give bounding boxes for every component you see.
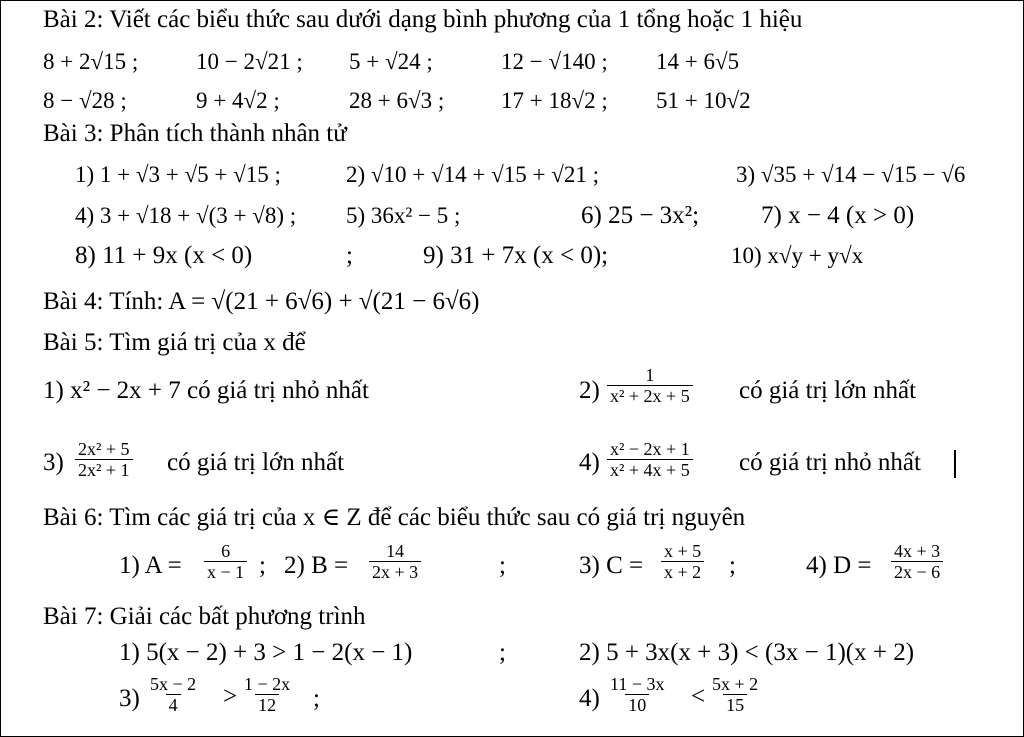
bai7-problem-3-right-fraction	[241, 674, 293, 715]
bai6-c-label: 3) C =	[579, 552, 644, 579]
bai2-expr-10: 51 + 10√2	[656, 88, 751, 113]
bai7-problem-4-right-fraction	[709, 674, 761, 715]
bai7-problem-2: 2) 5 + 3x(x + 3) < (3x − 1)(x + 2)	[579, 639, 915, 666]
bai7-problem-3-label: 3)	[119, 685, 140, 712]
bai6-a-fraction	[204, 541, 247, 582]
bai5-problem-2-label: 2)	[579, 377, 600, 404]
bai7-problem-3-left-fraction	[147, 674, 199, 715]
bai2-expr-7: 9 + 4√2 ;	[196, 88, 280, 113]
numerator: 5x − 2	[150, 674, 197, 694]
numerator: x² − 2x + 1	[610, 439, 690, 459]
bai7-problem-4-operator: <	[691, 683, 706, 710]
denominator: 2x − 6	[891, 561, 943, 582]
numerator: 1 − 2x	[244, 674, 291, 694]
bai3-item-9: 9) 31 + 7x (x < 0);	[423, 242, 609, 269]
bai6-b-separator: ;	[499, 552, 506, 579]
denominator: 2x + 3	[369, 561, 421, 582]
bai6-c-separator: ;	[729, 552, 736, 579]
numerator: 6	[221, 541, 231, 561]
numerator: x + 5	[664, 541, 702, 561]
bai3-item-3: 3) √35 + √14 − √15 − √6	[736, 162, 966, 187]
numerator: 2x² + 5	[78, 439, 130, 459]
bai3-separator: ;	[346, 242, 353, 269]
bai5-problem-2-tail: có giá trị lớn nhất	[739, 377, 917, 404]
denominator: 2x² + 1	[75, 459, 133, 480]
bai2-expr-1: 8 + 2√15 ;	[43, 49, 139, 74]
bai2-expr-6: 8 − √28 ;	[43, 88, 127, 113]
numerator: 14	[386, 541, 405, 561]
bai3-item-10: 10) x√y + y√x	[731, 243, 864, 268]
denominator: 12	[255, 694, 279, 715]
bai5-problem-4-fraction	[607, 439, 693, 480]
bai2-expr-2: 10 − 2√21 ;	[196, 49, 303, 74]
denominator: x − 1	[204, 561, 247, 582]
text-cursor	[954, 450, 956, 478]
bai3-item-4: 4) 3 + √18 + √(3 + √8) ;	[75, 203, 297, 228]
bai3-item-1: 1) 1 + √3 + √5 + √15 ;	[75, 162, 281, 187]
bai6-a-separator: ;	[259, 552, 266, 579]
bai2-title: Bài 2: Viết các biểu thức sau dưới dạng bình phương của 1 tổng hoặc 1 hiệu	[43, 6, 803, 33]
numerator: 5x + 2	[712, 674, 759, 694]
bai6-b-label: 2) B =	[284, 552, 349, 579]
bai7-problem-4-label: 4)	[579, 685, 600, 712]
bai3-title: Bài 3: Phân tích thành nhân tử	[43, 120, 347, 147]
bai3-item-8: 8) 11 + 9x (x < 0)	[75, 242, 253, 269]
bai7-title: Bài 7: Giải các bất phương trình	[43, 603, 366, 630]
bai3-item-2: 2) √10 + √14 + √15 + √21 ;	[346, 162, 599, 187]
bai2-expr-8: 28 + 6√3 ;	[349, 88, 445, 113]
bai5-problem-4-tail: có giá trị nhỏ nhất	[739, 449, 921, 476]
denominator: 4	[166, 694, 181, 715]
numerator: 1	[645, 365, 655, 385]
bai4-text: Bài 4: Tính: A = √(21 + 6√6) + √(21 − 6√6)	[43, 288, 480, 315]
numerator: 4x + 3	[894, 541, 941, 561]
bai7-problem-3-separator: ;	[313, 685, 320, 712]
bai5-problem-3-label: 3)	[43, 449, 64, 476]
bai5-problem-4-label: 4)	[579, 449, 600, 476]
bai5-problem-2-fraction	[607, 365, 693, 406]
bai5-title: Bài 5: Tìm giá trị của x để	[43, 329, 306, 356]
bai2-expr-9: 17 + 18√2 ;	[501, 88, 608, 113]
denominator: 15	[723, 694, 747, 715]
bai7-problem-4-left-fraction	[607, 674, 667, 715]
denominator: x² + 2x + 5	[607, 385, 693, 406]
bai6-a-label: 1) A =	[119, 552, 182, 579]
bai7-problem-1-separator: ;	[499, 639, 506, 666]
bai5-problem-3-fraction	[75, 439, 133, 480]
denominator: 10	[625, 694, 649, 715]
bai3-item-7: 7) x − 4 (x > 0)	[761, 202, 915, 229]
numerator: 11 − 3x	[610, 674, 665, 694]
bai7-problem-3-operator: >	[223, 683, 238, 710]
bai2-expr-4: 12 − √140 ;	[501, 49, 608, 74]
bai6-d-fraction	[891, 541, 943, 582]
bai2-expr-3: 5 + √24 ;	[349, 49, 433, 74]
denominator: x² + 4x + 5	[607, 459, 693, 480]
bai6-title: Bài 6: Tìm các giá trị của x ∈ Z để các biểu thức sau có giá trị nguyên	[43, 504, 746, 531]
bai7-problem-1: 1) 5(x − 2) + 3 > 1 − 2(x − 1)	[119, 639, 413, 666]
bai5-problem-3-tail: có giá trị lớn nhất	[167, 449, 345, 476]
bai2-expr-5: 14 + 6√5	[656, 49, 740, 74]
denominator: x + 2	[661, 561, 704, 582]
bai3-item-5: 5) 36x² − 5 ;	[346, 203, 461, 228]
bai6-d-label: 4) D =	[806, 552, 872, 579]
bai6-c-fraction	[661, 541, 704, 582]
bai6-b-fraction	[369, 541, 421, 582]
bai5-problem-1: 1) x² − 2x + 7 có giá trị nhỏ nhất	[43, 377, 369, 404]
bai3-item-6: 6) 25 − 3x²;	[581, 202, 700, 229]
